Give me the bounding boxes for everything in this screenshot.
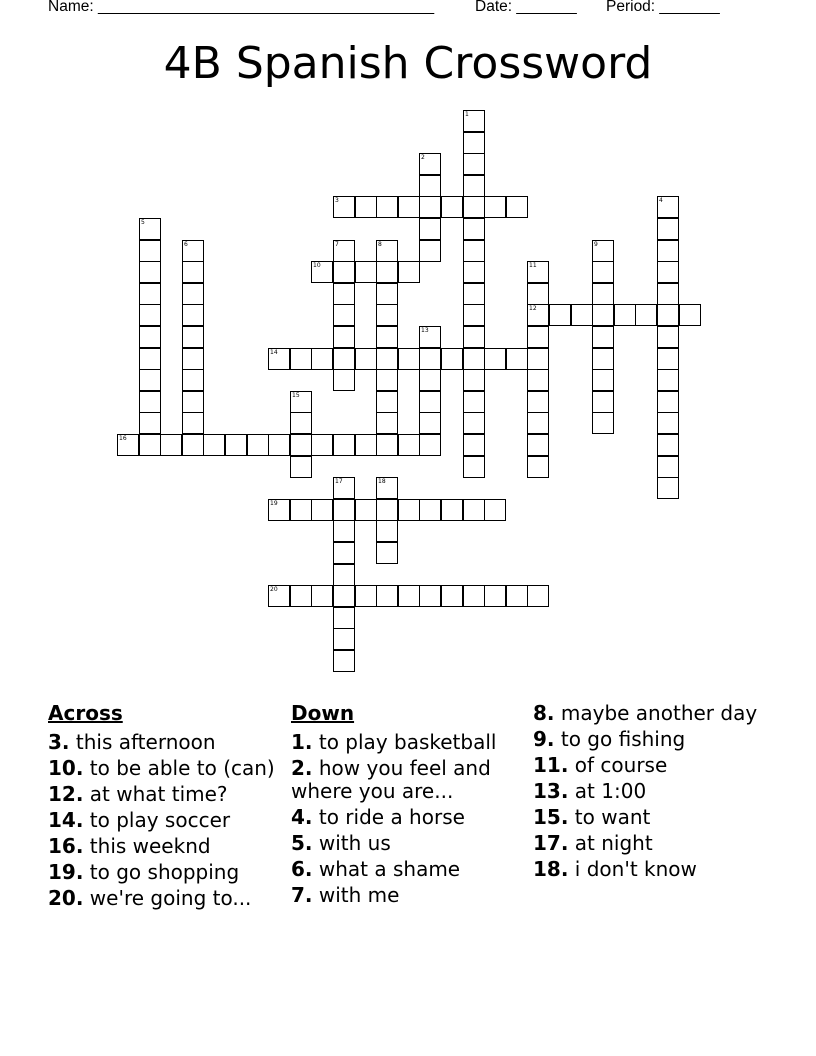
down-clues-continued: [533, 702, 769, 884]
crossword-cell[interactable]: [419, 499, 441, 521]
crossword-cell[interactable]: [419, 348, 441, 370]
crossword-cell[interactable]: [441, 585, 463, 607]
crossword-cell[interactable]: [463, 218, 485, 240]
crossword-cell[interactable]: [441, 196, 463, 218]
crossword-cell[interactable]: [355, 499, 377, 521]
crossword-cell[interactable]: [484, 585, 506, 607]
crossword-cell[interactable]: [398, 434, 420, 456]
crossword-cell[interactable]: [182, 369, 204, 391]
cell-number: 11: [529, 262, 537, 269]
crossword-cell[interactable]: [441, 348, 463, 370]
clue-item: [291, 884, 523, 907]
crossword-cell[interactable]: [506, 348, 528, 370]
crossword-cell[interactable]: [592, 283, 614, 305]
cell-number: 15: [292, 392, 300, 399]
crossword-cell[interactable]: [463, 326, 485, 348]
clue-text: i don't know: [568, 857, 697, 881]
crossword-cell[interactable]: [463, 391, 485, 413]
crossword-cell[interactable]: [419, 412, 441, 434]
clue-number: 16.: [48, 834, 84, 858]
crossword-cell[interactable]: [527, 412, 549, 434]
clue-text: with us: [312, 831, 391, 855]
crossword-cell[interactable]: [139, 434, 161, 456]
crossword-cell[interactable]: [311, 585, 333, 607]
crossword-cell[interactable]: [268, 434, 290, 456]
date-field-label: Date: _______: [475, 0, 577, 15]
clue-number: 11.: [533, 753, 569, 777]
crossword-cell[interactable]: [182, 412, 204, 434]
crossword-cell[interactable]: [527, 585, 549, 607]
crossword-cell[interactable]: [419, 175, 441, 197]
cell-number: 3: [335, 197, 339, 204]
clue-item: [291, 806, 523, 829]
clue-text: we're going to...: [83, 886, 252, 910]
crossword-cell[interactable]: [333, 520, 355, 542]
down-clues: [291, 702, 523, 910]
clue-text: with me: [312, 883, 400, 907]
crossword-cell[interactable]: [657, 348, 679, 370]
crossword-cell[interactable]: [592, 369, 614, 391]
crossword-cell[interactable]: [376, 304, 398, 326]
crossword-cell[interactable]: [657, 412, 679, 434]
crossword-cell[interactable]: [484, 348, 506, 370]
cell-number: 5: [141, 219, 145, 226]
clue-number: 14.: [48, 808, 84, 832]
crossword-cell[interactable]: [527, 456, 549, 478]
crossword-cell[interactable]: [419, 369, 441, 391]
crossword-cell[interactable]: [333, 283, 355, 305]
across-heading: Across: [48, 701, 123, 725]
clue-text: to go fishing: [554, 727, 686, 751]
crossword-cell[interactable]: [463, 283, 485, 305]
crossword-cell[interactable]: [614, 304, 636, 326]
crossword-cell[interactable]: [679, 304, 701, 326]
crossword-cell[interactable]: [333, 628, 355, 650]
crossword-cell[interactable]: [549, 304, 571, 326]
crossword-cell[interactable]: [484, 196, 506, 218]
cell-number: 19: [270, 500, 278, 507]
clue-item: [291, 731, 523, 754]
clue-number: 9.: [533, 727, 555, 751]
crossword-cell[interactable]: [333, 326, 355, 348]
clue-number: 15.: [533, 805, 569, 829]
crossword-cell[interactable]: [182, 283, 204, 305]
clue-text: what a shame: [312, 857, 461, 881]
cell-number: 8: [378, 241, 382, 248]
clue-item: [48, 809, 278, 832]
crossword-cell[interactable]: [333, 261, 355, 283]
clue-text: this afternoon: [69, 730, 216, 754]
clue-number: 3.: [48, 730, 70, 754]
crossword-cell[interactable]: [333, 304, 355, 326]
crossword-cell[interactable]: [463, 412, 485, 434]
crossword-cell[interactable]: [355, 348, 377, 370]
cell-number: 9: [594, 241, 598, 248]
crossword-cell[interactable]: [333, 564, 355, 586]
crossword-cell[interactable]: [463, 132, 485, 154]
crossword-cell[interactable]: [419, 240, 441, 262]
period-field-label: Period: _______: [606, 0, 720, 15]
crossword-cell[interactable]: [592, 412, 614, 434]
cell-number: 20: [270, 586, 278, 593]
cell-number: 13: [421, 327, 429, 334]
crossword-cell[interactable]: [592, 304, 614, 326]
crossword-cell[interactable]: [139, 304, 161, 326]
clue-item: [291, 858, 523, 881]
crossword-cell[interactable]: [333, 650, 355, 672]
clue-item: [533, 728, 769, 751]
crossword-cell[interactable]: [527, 326, 549, 348]
crossword-cell[interactable]: [571, 304, 593, 326]
crossword-cell[interactable]: [657, 456, 679, 478]
clue-item: [48, 887, 278, 910]
page-title: 4B Spanish Crossword: [163, 38, 653, 89]
crossword-cell[interactable]: [139, 261, 161, 283]
crossword-cell[interactable]: [376, 434, 398, 456]
crossword-cell[interactable]: [139, 283, 161, 305]
crossword-cell[interactable]: [657, 261, 679, 283]
clue-item: [48, 835, 278, 858]
clue-number: 8.: [533, 701, 555, 725]
crossword-cell[interactable]: [441, 499, 463, 521]
clue-text: to want: [568, 805, 651, 829]
cell-number: 16: [119, 435, 127, 442]
crossword-cell[interactable]: [333, 607, 355, 629]
crossword-cell[interactable]: [247, 434, 269, 456]
crossword-cell[interactable]: [506, 585, 528, 607]
clue-item: [48, 731, 278, 754]
crossword-cell[interactable]: [376, 391, 398, 413]
crossword-cell[interactable]: [333, 499, 355, 521]
clue-number: 1.: [291, 730, 313, 754]
clue-number: 13.: [533, 779, 569, 803]
crossword-cell[interactable]: [657, 326, 679, 348]
crossword-cell[interactable]: [160, 434, 182, 456]
crossword-cell[interactable]: [657, 283, 679, 305]
crossword-cell[interactable]: [182, 348, 204, 370]
cell-number: 6: [184, 241, 188, 248]
clue-text: at 1:00: [568, 779, 647, 803]
crossword-cell[interactable]: [463, 456, 485, 478]
crossword-cell[interactable]: [376, 520, 398, 542]
cell-number: 2: [421, 154, 425, 161]
crossword-cell[interactable]: [290, 456, 312, 478]
clue-number: 18.: [533, 857, 569, 881]
crossword-cell[interactable]: [592, 326, 614, 348]
clue-text: at night: [568, 831, 653, 855]
crossword-cell[interactable]: [657, 477, 679, 499]
clue-number: 20.: [48, 886, 84, 910]
clue-text: this weeknd: [83, 834, 211, 858]
crossword-cell[interactable]: [139, 348, 161, 370]
clue-text: maybe another day: [554, 701, 758, 725]
clue-item: [48, 861, 278, 884]
crossword-cell[interactable]: [355, 585, 377, 607]
across-clue-list: [48, 731, 278, 910]
crossword-cell[interactable]: [376, 283, 398, 305]
crossword-cell[interactable]: [657, 434, 679, 456]
clue-number: 19.: [48, 860, 84, 884]
crossword-cell[interactable]: [355, 196, 377, 218]
clue-item: [48, 757, 278, 780]
crossword-cell[interactable]: [376, 326, 398, 348]
crossword-cell[interactable]: [398, 348, 420, 370]
crossword-cell[interactable]: [376, 499, 398, 521]
clue-number: 17.: [533, 831, 569, 855]
cell-number: 12: [529, 305, 537, 312]
clue-item: [291, 757, 523, 803]
crossword-cell[interactable]: [463, 585, 485, 607]
crossword-cell[interactable]: [139, 412, 161, 434]
crossword-cell[interactable]: [333, 542, 355, 564]
cell-number: 1: [465, 111, 469, 118]
down-heading: Down: [291, 701, 355, 725]
crossword-cell[interactable]: [139, 369, 161, 391]
crossword-cell[interactable]: [398, 585, 420, 607]
crossword-cell[interactable]: [225, 434, 247, 456]
clue-text: how you feel and where you are...: [291, 756, 491, 803]
clue-item: [533, 858, 769, 881]
crossword-cell[interactable]: [139, 240, 161, 262]
clue-text: to ride a horse: [312, 805, 465, 829]
crossword-cell[interactable]: [290, 412, 312, 434]
crossword-cell[interactable]: [463, 304, 485, 326]
clue-item: [533, 754, 769, 777]
crossword-cell[interactable]: [527, 369, 549, 391]
crossword-cell[interactable]: [463, 175, 485, 197]
crossword-cell[interactable]: [376, 196, 398, 218]
crossword-cell[interactable]: [419, 218, 441, 240]
across-clues: [48, 702, 278, 913]
crossword-cell[interactable]: [182, 326, 204, 348]
crossword-cell[interactable]: [376, 348, 398, 370]
crossword-cell[interactable]: [398, 196, 420, 218]
name-field-label: Name: _______________________________________: [48, 0, 435, 15]
crossword-cell[interactable]: [376, 412, 398, 434]
crossword-cell[interactable]: [182, 304, 204, 326]
crossword-cell[interactable]: [376, 585, 398, 607]
clue-text: of course: [568, 753, 668, 777]
crossword-cell[interactable]: [657, 369, 679, 391]
clue-text: to play basketball: [312, 730, 497, 754]
crossword-cell[interactable]: [419, 585, 441, 607]
clue-number: 6.: [291, 857, 313, 881]
crossword-cell[interactable]: [333, 369, 355, 391]
crossword-cell[interactable]: [419, 391, 441, 413]
crossword-cell[interactable]: [398, 499, 420, 521]
crossword-cell[interactable]: [463, 499, 485, 521]
crossword-cell[interactable]: [506, 196, 528, 218]
clue-text: to be able to (can): [83, 756, 275, 780]
crossword-cell[interactable]: [182, 261, 204, 283]
crossword-cell[interactable]: [290, 499, 312, 521]
crossword-cell[interactable]: [311, 348, 333, 370]
clue-item: [533, 806, 769, 829]
crossword-cell[interactable]: [527, 283, 549, 305]
crossword-cell[interactable]: [333, 434, 355, 456]
crossword-cell[interactable]: [355, 261, 377, 283]
crossword-cell[interactable]: [527, 348, 549, 370]
crossword-cell[interactable]: [527, 391, 549, 413]
crossword-cell[interactable]: [657, 391, 679, 413]
crossword-cell[interactable]: [311, 434, 333, 456]
clue-text: to go shopping: [83, 860, 240, 884]
clue-number: 7.: [291, 883, 313, 907]
clue-number: 10.: [48, 756, 84, 780]
crossword-cell[interactable]: [463, 153, 485, 175]
crossword-cell[interactable]: [419, 196, 441, 218]
crossword-cell[interactable]: [657, 240, 679, 262]
crossword-cell[interactable]: [592, 261, 614, 283]
crossword-cell[interactable]: [398, 261, 420, 283]
crossword-cell[interactable]: [182, 434, 204, 456]
crossword-cell[interactable]: [657, 218, 679, 240]
clue-item: [533, 702, 769, 725]
down-clue-list: [291, 731, 523, 907]
clue-number: 4.: [291, 805, 313, 829]
crossword-cell[interactable]: [657, 304, 679, 326]
clue-item: [533, 780, 769, 803]
crossword-cell[interactable]: [376, 261, 398, 283]
clue-text: to play soccer: [83, 808, 231, 832]
crossword-cell[interactable]: [290, 348, 312, 370]
crossword-cell[interactable]: [527, 434, 549, 456]
crossword-cell[interactable]: [311, 499, 333, 521]
cell-number: 14: [270, 349, 278, 356]
clue-number: 2.: [291, 756, 313, 780]
crossword-cell[interactable]: [355, 434, 377, 456]
crossword-cell[interactable]: [463, 196, 485, 218]
crossword-cell[interactable]: [376, 542, 398, 564]
crossword-cell[interactable]: [463, 240, 485, 262]
cell-number: 17: [335, 478, 343, 485]
clue-item: [48, 783, 278, 806]
crossword-cell[interactable]: [592, 348, 614, 370]
crossword-cell[interactable]: [182, 391, 204, 413]
clue-number: 5.: [291, 831, 313, 855]
down-clue-list-continued: [533, 702, 769, 881]
crossword-cell[interactable]: [635, 304, 657, 326]
crossword-cell[interactable]: [203, 434, 225, 456]
crossword-cell[interactable]: [290, 434, 312, 456]
crossword-cell[interactable]: [333, 348, 355, 370]
clue-number: 12.: [48, 782, 84, 806]
cell-number: 4: [659, 197, 663, 204]
clue-item: [291, 832, 523, 855]
crossword-cell[interactable]: [139, 391, 161, 413]
crossword-cell[interactable]: [139, 326, 161, 348]
crossword-cell[interactable]: [592, 391, 614, 413]
crossword-cell[interactable]: [376, 369, 398, 391]
crossword-cell[interactable]: [463, 369, 485, 391]
cell-number: 18: [378, 478, 386, 485]
crossword-cell[interactable]: [290, 585, 312, 607]
cell-number: 7: [335, 241, 339, 248]
crossword-cell[interactable]: [333, 585, 355, 607]
crossword-cell[interactable]: [463, 434, 485, 456]
crossword-cell[interactable]: [419, 434, 441, 456]
crossword-cell[interactable]: [463, 348, 485, 370]
crossword-cell[interactable]: [484, 499, 506, 521]
cell-number: 10: [313, 262, 321, 269]
crossword-cell[interactable]: [463, 261, 485, 283]
clue-item: [533, 832, 769, 855]
clue-text: at what time?: [83, 782, 228, 806]
